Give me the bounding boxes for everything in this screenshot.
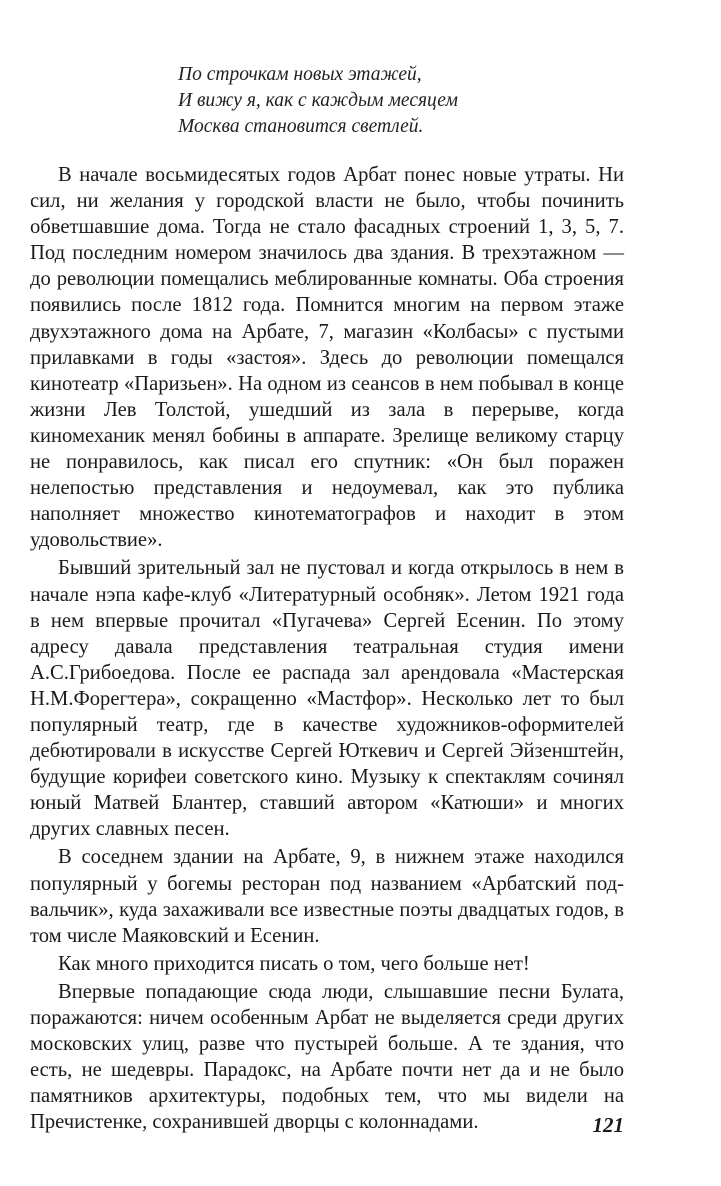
paragraph: В соседнем здании на Арбате, 9, в нижнем этаже находился популярный у богемы ресторан под названием «Арбатский подвальчик», куда захаживали все известные поэты двадцатых годов, в том числе Маяковский и Есенин.	[30, 846, 624, 947]
body-text	[30, 162, 624, 1135]
page-number: 121	[592, 1113, 624, 1137]
paragraph: Как много приходится писать о том, чего больше нет!	[58, 952, 530, 975]
paragraph: Бывший зрительный зал не пустовал и когда открылось в нем в начале нэпа кафе-клуб «Литературный особняк». Летом 1921 года в нем впервые прочитал «Пугачева» Сергей Есенин. По этому адресу давала представления театральная студия имени А.С.Грибоедова. После ее распада зал арендовала «Мастерская Н.М.Форегтера», сокращенно «Мастфор». Несколько лет то был популярный театр, где в качестве художников-оформителей дебютировали в искусстве Сергей Юткевич и Сергей Эйзенштейн, будущие корифеи советского кино. Музыку к спектаклям сочинял юный Матвей Блантер, ставший автором «Катюши» и многих других славных песен.	[30, 557, 624, 841]
epigraph-line: И вижу я, как с каждым месяцем	[178, 90, 458, 111]
epigraph-line: Москва становится светлей.	[178, 116, 424, 137]
epigraph-line: По строчкам новых этажей,	[178, 64, 422, 85]
paragraph: В начале восьмидесятых годов Арбат понес новые утраты. Ни сил, ни желания у городской власти не было, чтобы починить обветшавшие дома. Тогда не стало фасадных строений 1, 3, 5, 7. Под последним номером значилось два здания. В трехэтажном — до революции помещались меблированные комнаты. Оба строения появились после 1812 года. Помнится многим на первом этаже двухэтажного дома на Арбате, 7, магазин «Колбасы» с пустыми прилавками в годы «застоя». Здесь до революции помещался кинотеатр «Паризьен». На одном из сеансов в нем побывал в конце жизни Лев Толстой, ушедший из зала в перерыве, когда киномеханик менял бобины в аппарате. Зрелище великому старцу не понравилось, как писал его спутник: «Он был поражен нелепостью представления и недоумевал, как это публика наполняет множество кинотематографов и находит в этом удовольствие».	[30, 164, 624, 552]
epigraph	[178, 62, 598, 140]
paragraph: Впервые попадающие сюда люди, слышавшие песни Булата, поражаются: ничем особенным Арбат не выделяется среди других московских улиц, разве что пустырей больше. А те здания, что есть, не шедевры. Парадокс, на Арбате почти нет да и не было памятников архитектуры, подобных тем, что мы видели на Пречистенке, сохранившей дворцы с колоннадами.	[30, 980, 624, 1134]
